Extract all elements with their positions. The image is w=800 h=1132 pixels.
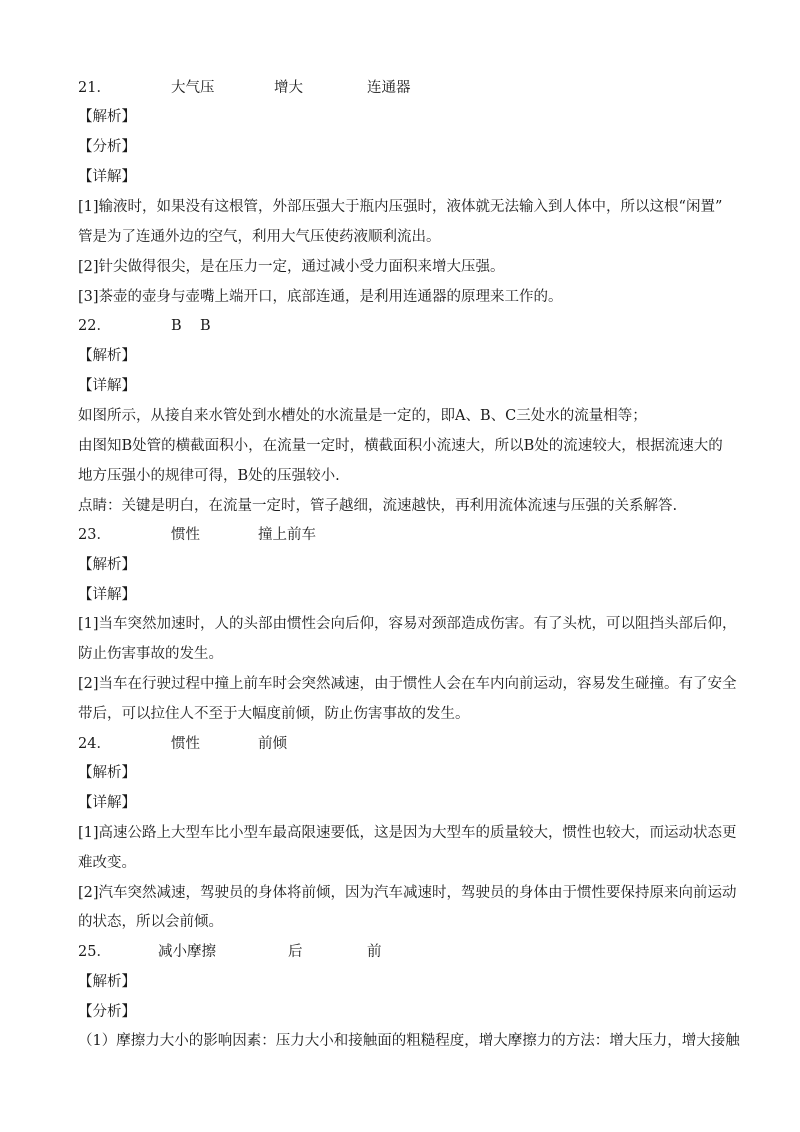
paragraph-line: [1]当车突然加速时，人的头部由惯性会向后仰，容易对颈部造成伤害。有了头枕，可以阻挡头部后仰， [78, 616, 737, 632]
answer-blank-2: 前倾 [258, 736, 287, 752]
section-xiangjie: 【详解】 [78, 795, 136, 811]
section-jiexi: 【解析】 [78, 765, 136, 781]
paragraph-line: 管是为了连通外边的空气，利用大气压使药液顺利流出。 [78, 229, 441, 245]
section-xiangjie: 【详解】 [78, 378, 136, 394]
section-jiexi: 【解析】 [78, 557, 136, 573]
answer-blank-3: 连通器 [367, 80, 411, 96]
answer-blank-2: B [200, 318, 211, 334]
answer-blank-2: 撞上前车 [258, 527, 316, 543]
paragraph-line: [2]针尖做得很尖，是在压力一定，通过减小受力面积来增大压强。 [78, 259, 505, 275]
answer-blank-1: 惯性 [171, 736, 200, 752]
paragraph-line: 由图知B处管的横截面积小，在流量一定时，横截面积小流速大，所以B处的流速较大，根据流速大的 [78, 438, 723, 454]
paragraph-line: [2]当车在行驶过程中撞上前车时会突然减速，由于惯性人会在车内向前运动，容易发生碰撞。有了安全 [78, 676, 737, 692]
section-xiangjie: 【详解】 [78, 587, 136, 603]
answer-blank-3: 前 [367, 944, 382, 960]
question-number: 23． [78, 527, 111, 543]
paragraph-line: 如图所示，从接自来水管处到水槽处的水流量是一定的，即A、B、C三处水的流量相等； [78, 408, 647, 424]
section-fenxi: 【分析】 [78, 1004, 136, 1020]
question-number: 24． [78, 736, 111, 752]
question-number: 21． [78, 80, 111, 96]
section-jiexi: 【解析】 [78, 348, 136, 364]
section-xiangjie: 【详解】 [78, 169, 136, 185]
answer-blank-2: 后 [288, 944, 303, 960]
paragraph-line: 难改变。 [78, 855, 136, 871]
answer-blank-1: 减小摩擦 [158, 944, 216, 960]
question-number: 25． [78, 944, 111, 960]
section-fenxi: 【分析】 [78, 139, 136, 155]
answer-blank-2: 增大 [274, 80, 303, 96]
paragraph-line: [2]汽车突然减速，驾驶员的身体将前倾，因为汽车减速时，驾驶员的身体由于惯性要保持原来向前运动 [78, 885, 737, 901]
paragraph-line: 的状态，所以会前倾。 [78, 914, 223, 930]
paragraph-line: [1]高速公路上大型车比小型车最高限速要低，这是因为大型车的质量较大，惯性也较大，而运动状态更 [78, 825, 737, 841]
paragraph-line: （1）摩擦力大小的影响因素：压力大小和接触面的粗糙程度，增大摩擦力的方法：增大压力，增大接触 [78, 1033, 740, 1049]
answer-blank-1: 惯性 [171, 527, 200, 543]
answer-blank-1: 大气压 [171, 80, 215, 96]
question-number: 22． [78, 318, 111, 334]
paragraph-line: [1]输液时，如果没有这根管，外部压强大于瓶内压强时，液体就无法输入到人体中，所以这根“闲置” [78, 199, 723, 215]
section-jiexi: 【解析】 [78, 109, 136, 125]
paragraph-line: 地方压强小的规律可得，B处的压强较小. [78, 468, 340, 484]
section-jiexi: 【解析】 [78, 974, 136, 990]
paragraph-line: 防止伤害事故的发生。 [78, 646, 223, 662]
paragraph-line: 带后，可以拉住人不至于大幅度前倾，防止伤害事故的发生。 [78, 706, 470, 722]
answer-blank-1: B [171, 318, 182, 334]
paragraph-line: 点睛：关键是明白，在流量一定时，管子越细，流速越快，再利用流体流速与压强的关系解答. [78, 498, 678, 514]
paragraph-line: [3]茶壶的壶身与壶嘴上端开口，底部连通，是利用连通器的原理来工作的。 [78, 289, 563, 305]
